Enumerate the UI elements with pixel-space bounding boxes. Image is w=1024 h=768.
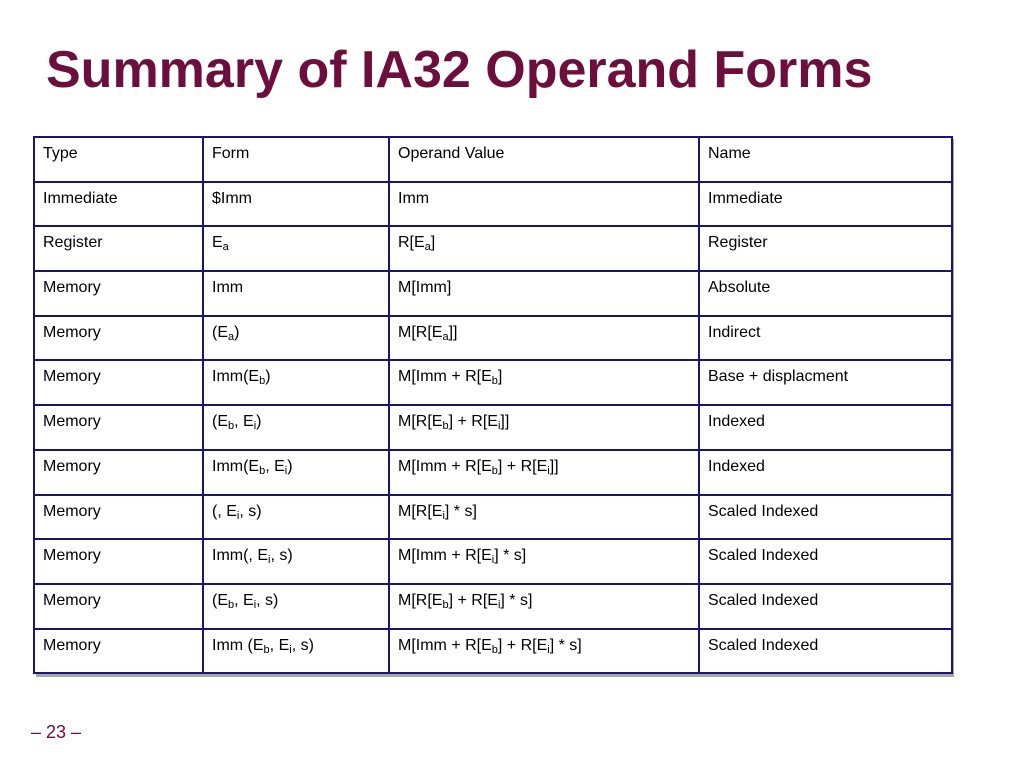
subscript: b (263, 643, 270, 656)
cell-type: Memory (34, 405, 203, 450)
table-row (34, 629, 952, 674)
cell-operand-value: $M[R[E_b] + R[E_i] * s]$ (389, 584, 699, 629)
table-body (34, 137, 952, 673)
subscript: i (253, 598, 257, 611)
column-header-operand-value: Operand Value (389, 137, 699, 182)
cell-operand-value: $M[Imm + R[E_b]$ (389, 360, 699, 405)
cell-operand-value: $M[Imm + R[E_b] + R[E_i]]$ (389, 450, 699, 495)
cell-type: Memory (34, 584, 203, 629)
cell-type: Immediate (34, 182, 203, 227)
subscript: b (491, 464, 498, 477)
subscript: a (424, 241, 431, 254)
subscript: b (491, 643, 498, 656)
subscript: b (442, 598, 449, 611)
cell-name: Indexed (699, 450, 952, 495)
subscript: i (547, 643, 550, 656)
page-number: – 23 – (31, 722, 82, 742)
cell-name: Scaled Indexed (699, 539, 952, 584)
table-row (34, 360, 952, 405)
cell-form: $E_a$ (203, 226, 389, 271)
cell-form: Imm (203, 271, 389, 316)
cell-type: Register (34, 226, 203, 271)
cell-type: Memory (34, 539, 203, 584)
cell-type: Memory (34, 316, 203, 361)
subscript: b (491, 375, 498, 388)
operand-forms-table (33, 136, 953, 674)
cell-name: Absolute (699, 271, 952, 316)
operand-forms-table-container (33, 136, 951, 674)
cell-operand-value: Imm (389, 182, 699, 227)
subscript: a (228, 330, 235, 343)
cell-form: ($E_b$, $E_i$) (203, 405, 389, 450)
subscript: b (259, 464, 266, 477)
table-row (34, 182, 952, 227)
table-row (34, 450, 952, 495)
cell-name: Scaled Indexed (699, 629, 952, 674)
cell-name: Indirect (699, 316, 952, 361)
subscript: b (228, 598, 235, 611)
subscript: i (289, 643, 292, 656)
cell-name: Indexed (699, 405, 952, 450)
subscript: i (268, 554, 271, 567)
cell-form: Imm ($E_b$, $E_i$, s) (203, 629, 389, 674)
column-header-name: Name (699, 137, 952, 182)
cell-operand-value: $M[R[E_b] + R[E_i]]$ (389, 405, 699, 450)
subscript: i (547, 464, 550, 477)
subscript: i (497, 420, 501, 433)
cell-name: Register (699, 226, 952, 271)
cell-operand-value: M[Imm] (389, 271, 699, 316)
table-header-row (34, 137, 952, 182)
cell-operand-value: $M[Imm + R[E_i] * s]$ (389, 539, 699, 584)
cell-name: Scaled Indexed (699, 495, 952, 540)
subscript: i (497, 598, 501, 611)
subscript: i (442, 509, 445, 522)
cell-operand-value: $M[R[E_i] * s]$ (389, 495, 699, 540)
table-row (34, 584, 952, 629)
cell-name: Base + displacment (699, 360, 952, 405)
subscript: i (236, 509, 240, 522)
cell-form: $Imm(E_b)$ (203, 360, 389, 405)
subscript: i (253, 420, 257, 433)
subscript: b (442, 420, 449, 433)
cell-operand-value: $M[R[E_a]]$ (389, 316, 699, 361)
cell-type: Memory (34, 360, 203, 405)
cell-type: Memory (34, 629, 203, 674)
table-row (34, 405, 952, 450)
cell-operand-value: $M[Imm + R[E_b] + R[E_i] * s]$ (389, 629, 699, 674)
slide-title: Summary of IA32 Operand Forms (46, 41, 873, 99)
table-row (34, 271, 952, 316)
cell-type: Memory (34, 495, 203, 540)
table-row (34, 316, 952, 361)
cell-type: Memory (34, 450, 203, 495)
cell-form: Imm(, $E_i$, s) (203, 539, 389, 584)
subscript: a (222, 241, 229, 254)
table-row (34, 539, 952, 584)
subscript: i (284, 464, 288, 477)
column-header-form: Form (203, 137, 389, 182)
subscript: a (442, 330, 449, 343)
cell-form: $Imm(E_b$, $E_i$) (203, 450, 389, 495)
cell-name: Immediate (699, 182, 952, 227)
table-row (34, 226, 952, 271)
cell-type: Memory (34, 271, 203, 316)
table-row (34, 495, 952, 540)
cell-form: $Imm (203, 182, 389, 227)
cell-operand-value: $R[E_a]$ (389, 226, 699, 271)
cell-name: Scaled Indexed (699, 584, 952, 629)
cell-form: $(E_a)$ (203, 316, 389, 361)
subscript: b (228, 420, 235, 433)
column-header-type: Type (34, 137, 203, 182)
subscript: i (491, 554, 495, 567)
cell-form: (, $E_i$, s) (203, 495, 389, 540)
subscript: b (259, 375, 266, 388)
cell-form: ($E_b$, $E_i$, s) (203, 584, 389, 629)
